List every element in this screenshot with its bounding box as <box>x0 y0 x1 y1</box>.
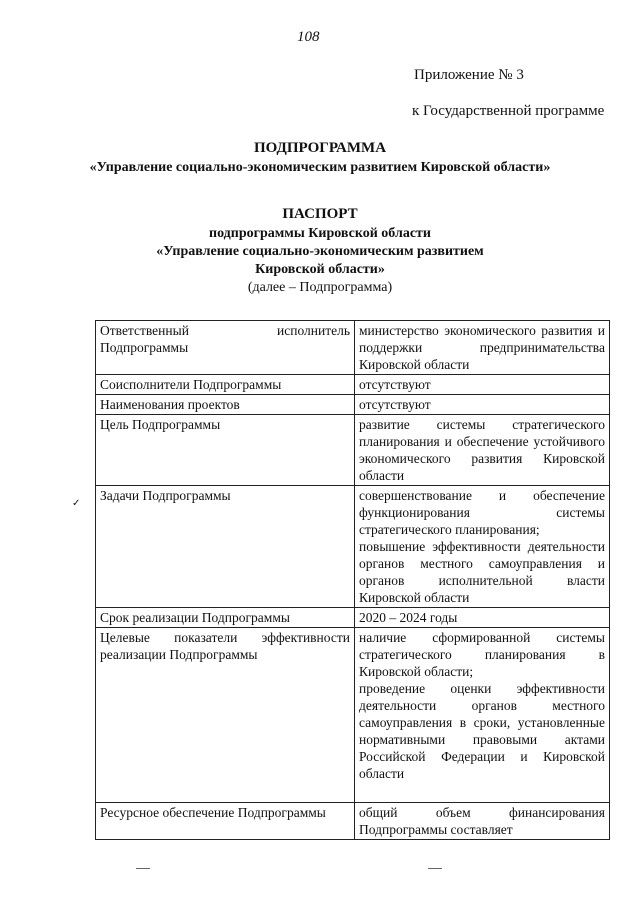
row-value-paragraph: повышение эффективности деятельности органов местного самоуправления и органов исполнительной власти Кировской области <box>359 539 605 605</box>
row-value-paragraph: министерство экономического развития и поддержки предпринимательства Кировской области <box>359 323 605 372</box>
row-value-paragraph: отсутствуют <box>359 397 431 412</box>
passport-name-line-2: Кировской области» <box>255 262 385 277</box>
page-number: 108 <box>297 29 320 45</box>
row-value-paragraph: развитие системы стратегического планирования и обеспечение устойчивого экономического развития Кировской области <box>359 417 605 483</box>
passport-note: (далее – Подпрограмма) <box>247 280 393 295</box>
row-value-paragraph: отсутствуют <box>359 377 431 392</box>
table-row <box>96 395 610 415</box>
row-value-paragraph: наличие сформированной системы стратегического планирования в Кировской области; <box>359 630 605 679</box>
subprogram-title: ПОДПРОГРАММА <box>253 140 387 156</box>
passport-table <box>95 320 610 840</box>
appendix-label: Приложение № 3 <box>414 67 524 83</box>
passport-name-line-1: «Управление социально-экономическим развитием <box>156 244 484 259</box>
scan-dash <box>428 868 442 869</box>
table-row <box>96 486 610 608</box>
subprogram-name: «Управление социально-экономическим развитием Кировской области» <box>89 160 551 175</box>
row-value-paragraph: 2020 – 2024 годы <box>359 610 458 625</box>
row-value-paragraph: общий объем финансирования Подпрограммы составляет <box>359 805 605 837</box>
row-value-paragraph: совершенствование и обеспечение функционирования системы стратегического планирования; <box>359 488 605 537</box>
table-row <box>96 415 610 486</box>
table-row <box>96 803 610 840</box>
row-label: Соисполнители Подпрограммы <box>96 375 355 395</box>
appendix-reference: к Государственной программе <box>412 103 605 119</box>
row-value <box>355 803 610 840</box>
row-label: Ответственный исполнитель Подпрограммы <box>96 321 355 375</box>
passport-of: подпрограммы Кировской области <box>209 226 431 241</box>
row-label: Задачи Подпрограммы <box>96 486 355 608</box>
row-value <box>355 395 610 415</box>
row-value <box>355 375 610 395</box>
row-value <box>355 608 610 628</box>
row-label: Целевые показатели эффективности реализации Подпрограммы <box>96 628 355 803</box>
table-row <box>96 608 610 628</box>
row-label: Цель Подпрограммы <box>96 415 355 486</box>
scan-mark: ✓ <box>72 498 81 509</box>
row-value <box>355 628 610 803</box>
row-value <box>355 321 610 375</box>
row-label: Ресурсное обеспечение Подпрограммы <box>96 803 355 840</box>
row-label: Наименования проектов <box>96 395 355 415</box>
row-value <box>355 486 610 608</box>
scan-dash <box>136 868 150 869</box>
table-row <box>96 375 610 395</box>
row-value <box>355 415 610 486</box>
table-row <box>96 628 610 803</box>
row-label: Срок реализации Подпрограммы <box>96 608 355 628</box>
row-value-paragraph: проведение оценки эффективности деятельности органов местного самоуправления в сроки, установленные нормативными правовыми актами Российской Федерации и Кировской области <box>359 681 605 781</box>
passport-title: ПАСПОРТ <box>282 206 358 222</box>
table-row <box>96 321 610 375</box>
